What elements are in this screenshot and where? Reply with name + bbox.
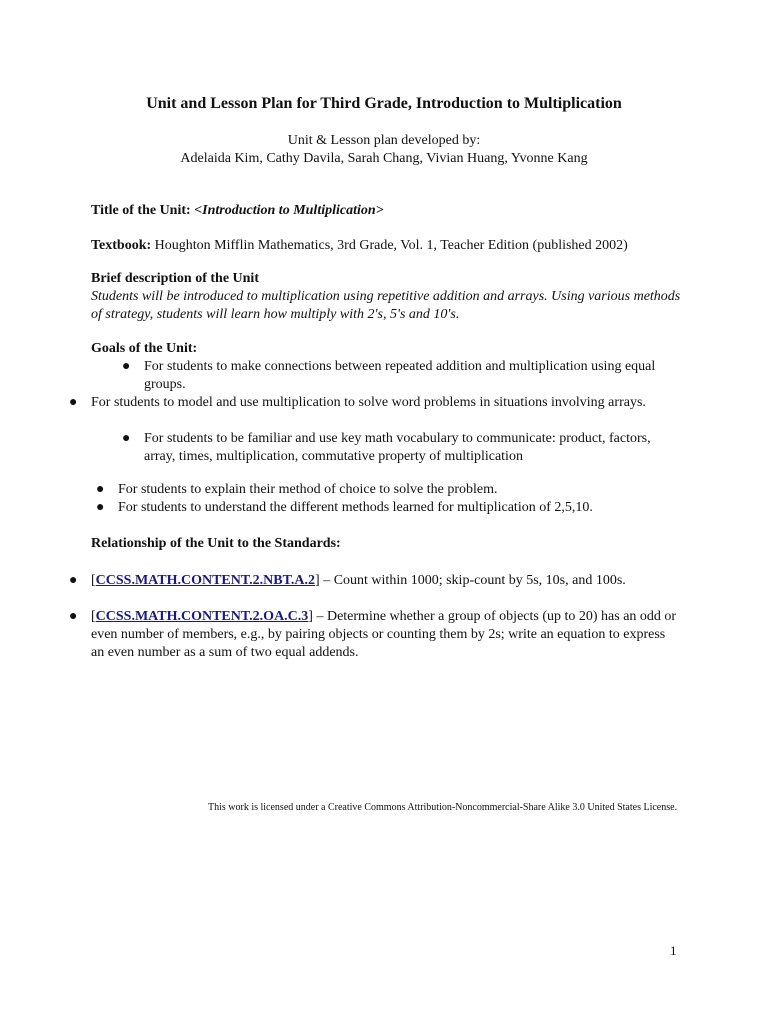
brief-description: Students will be introduced to multiplication using repetitive addition and arrays. Using various methods of strategy, students will learn how multiply with 2's, 5's and 10's.: [91, 289, 681, 322]
bullet-icon: ●: [69, 395, 78, 410]
standard-link[interactable]: CCSS.MATH.CONTENT.2.NBT.A.2: [95, 573, 316, 588]
developed-by-label: Unit & Lesson plan developed by:: [287, 133, 481, 148]
bullet-icon: ●: [122, 431, 131, 446]
authors-list: Adelaida Kim, Cathy Davila, Sarah Chang, Vivian Huang, Yvonne Kang: [180, 151, 588, 166]
goal-text: For students to be familiar and use key math vocabulary to communicate: product, factors, array, times, multiplication, commutative property of multiplication: [144, 431, 651, 464]
list-item: [96, 499, 678, 517]
credits: [0, 132, 768, 168]
standard-link[interactable]: CCSS.MATH.CONTENT.2.OA.C.3: [95, 609, 309, 624]
unit-title-line: [91, 202, 384, 220]
textbook-label: Textbook:: [91, 238, 152, 253]
document-title: Unit and Lesson Plan for Third Grade, Introduction to Multiplication: [146, 95, 622, 112]
goals-heading: Goals of the Unit:: [91, 341, 198, 356]
bullet-icon: ●: [122, 359, 131, 374]
list-item: [69, 394, 666, 412]
list-item: [122, 358, 664, 394]
textbook-value: Houghton Mifflin Mathematics, 3rd Grade, Vol. 1, Teacher Edition (published 2002): [154, 238, 628, 253]
bullet-icon: ●: [69, 609, 78, 624]
goal-text: For students to explain their method of choice to solve the problem.: [118, 482, 498, 497]
list-item: [122, 430, 664, 466]
goal-text: For students to understand the different methods learned for multiplication of 2,5,10.: [118, 500, 593, 515]
list-item: ● [CCSS.MATH.CONTENT.2.OA.C.3] – Determine whether a group of objects (up to 20) has an odd or even number of members, e.g., by pairing objects or counting them by 2s; write an equation to express an even number as a sum of two equal addends.: [69, 609, 677, 660]
unit-title-label: Title of the Unit:: [91, 203, 191, 218]
license-notice: This work is licensed under a Creative Commons Attribution-Noncommercial-Share Alike 3.0 United States License.: [208, 802, 678, 813]
bullet-icon: ●: [69, 573, 78, 588]
standard-text: – Count within 1000; skip-count by 5s, 10s, and 100s.: [319, 573, 626, 588]
bullet-icon: ●: [96, 500, 105, 515]
standard-text: – Determine whether a group of objects (up to 20) has an odd or even number of members, e.g., by pairing objects or counting them by 2s; write an equation to express an even number as a sum of two equal addends.: [91, 609, 677, 660]
list-item: ● [CCSS.MATH.CONTENT.2.NBT.A.2] – Count within 1000; skip-count by 5s, 10s, and 100s.: [69, 573, 626, 588]
bullet-icon: ●: [96, 482, 105, 497]
goal-text: For students to make connections between repeated addition and multiplication using equal groups.: [144, 359, 656, 392]
page-number: 1: [670, 943, 677, 958]
goal-text: For students to model and use multiplication to solve word problems in situations involving arrays.: [91, 395, 646, 410]
unit-title-value: <Introduction to Multiplication>: [194, 203, 384, 218]
brief-heading: Brief description of the Unit: [91, 271, 259, 286]
standards-heading: Relationship of the Unit to the Standards:: [91, 536, 341, 551]
textbook-line: [91, 237, 628, 255]
list-item: [96, 481, 678, 499]
